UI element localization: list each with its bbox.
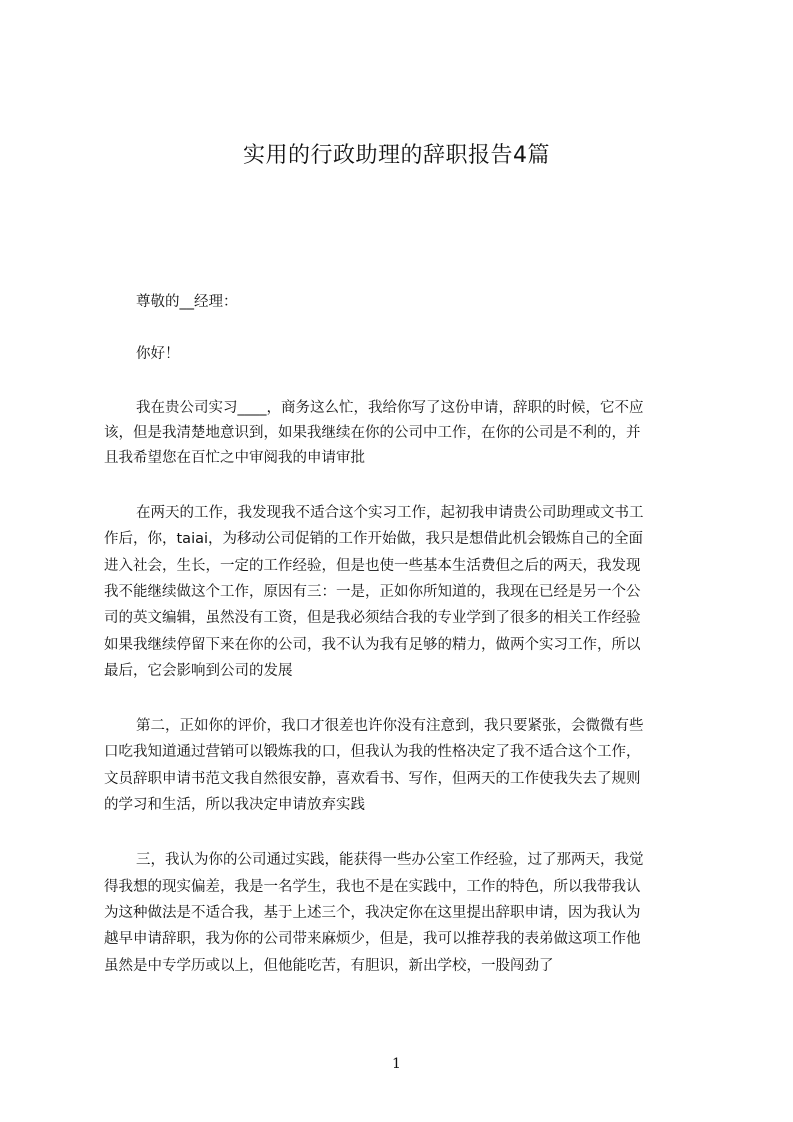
paragraph-line: 该，但是我清楚地意识到，如果我继续在你的公司中工作，在你的公司是不利的，并 [104,425,641,441]
paragraph-line: 如果我继续停留下来在你的公司，我不认为我有足够的精力，做两个实习工作，所以 [104,637,641,653]
salutation: 尊敬的__经理： [136,294,238,310]
paragraph-line: 得我想的现实偏差，我是一名学生，我也不是在实践中，工作的特色，所以我带我认 [104,879,641,895]
page-number: 1 [392,1056,401,1072]
paragraph-line: 司的英文编辑，虽然没有工资，但是我必须结合我的专业学到了很多的相关工作经验 [104,610,641,626]
paragraph-line: 三，我认为你的公司通过实践，能获得一些办公室工作经验，过了那两天，我觉 [136,852,644,868]
paragraph-line: 第二，正如你的评价，我口才很差也许你没有注意到，我只要紧张，会微微有些 [136,718,644,734]
paragraph-line: 进入社会，生长，一定的工作经验，但是也使一些基本生活费但之后的两天，我发现 [104,558,641,574]
paragraph-line: 最后，它会影响到公司的发展 [104,663,293,679]
greeting: 你好！ [136,346,180,362]
paragraph-line: 越早申请辞职，我为你的公司带来麻烦少，但是，我可以推荐我的表弟做这项工作他 [104,931,641,947]
paragraph-line: 我不能继续做这个工作，原因有三：一是，正如你所知道的，我现在已经是另一个公 [104,584,641,600]
paragraph-line: 作后，你，taiai，为移动公司促销的工作开始做，我只是想借此机会锻炼自己的全面 [104,531,644,547]
paragraph-line: 且我希望您在百忙之中审阅我的申请审批 [104,450,365,466]
paragraph-line: 的学习和生活，所以我决定申请放弃实践 [104,797,365,813]
paragraph-line: 虽然是中专学历或以上，但他能吃苦，有胆识，新出学校，一股闯劲了 [104,958,554,974]
paragraph-line: 我在贵公司实习____，商务这么忙，我给你写了这份申请，辞职的时候，它不应 [136,400,644,416]
paragraph-line: 在两天的工作，我发现我不适合这个实习工作，起初我申请贵公司助理或文书工 [136,505,644,521]
paragraph-line: 口吃我知道通过营销可以锻炼我的口，但我认为我的性格决定了我不适合这个工作， [104,744,641,760]
paragraph-line: 文员辞职申请书范文我自然很安静，喜欢看书、写作，但两天的工作使我失去了规则 [104,771,641,787]
document-title: 实用的行政助理的辞职报告4篇 [243,143,550,168]
paragraph-line: 为这种做法是不适合我，基于上述三个，我决定你在这里提出辞职申请，因为我认为 [104,905,641,921]
